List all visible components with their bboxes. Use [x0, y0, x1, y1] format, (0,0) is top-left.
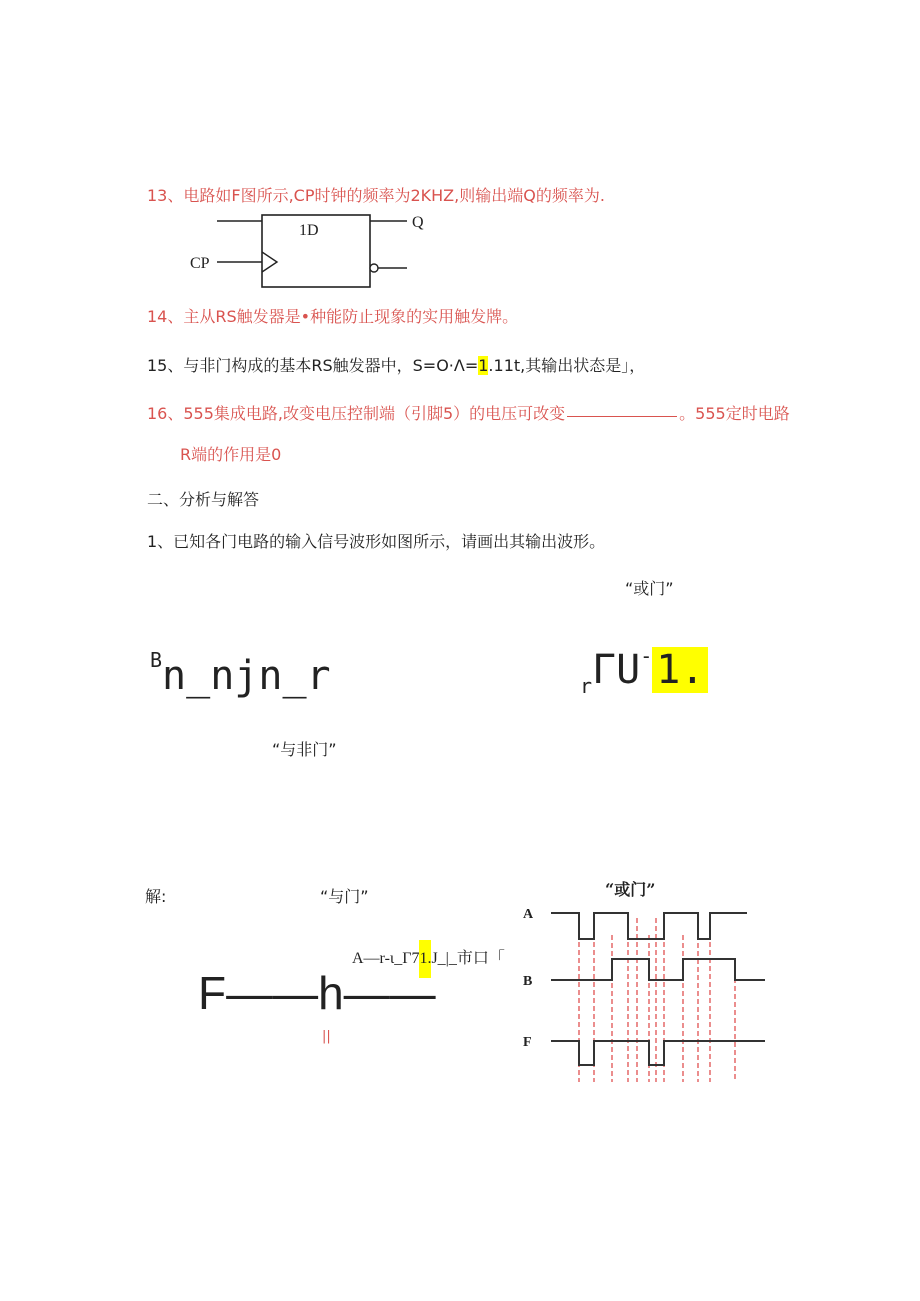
- flipflop-q-label: Q: [412, 214, 424, 231]
- garbled-mid-before: A—r-ι_Γ7: [352, 950, 420, 967]
- question-16-before: 16、555集成电路,改变电压控制端（引脚5）的电压可改变: [147, 404, 566, 423]
- garbled-left-text: n_njn_r: [162, 653, 331, 699]
- problem-1: 1、已知各门电路的输入信号波形如图所示，请画出其输出波形。: [147, 532, 606, 551]
- question-15-after: .11t,其输出状态是」，: [488, 356, 646, 375]
- garbled-waveform-right: [580, 632, 708, 710]
- waveform-label-b: B: [523, 974, 533, 989]
- garbled-mid-highlight: 1.: [419, 940, 431, 978]
- section-title: 二、分析与解答: [147, 490, 260, 509]
- question-13: 13、电路如F图所示,CP时钟的频率为2KHZ,则输出端Q的频率为.: [147, 186, 605, 205]
- or-gate-waveform: [515, 870, 775, 1090]
- flipflop-cp-label: CP: [190, 255, 210, 272]
- question-16: [147, 401, 790, 424]
- question-16-line2: R端的作用是0: [180, 445, 282, 464]
- garbled-right-sub: r: [580, 674, 593, 698]
- nand-gate-label: “与非门”: [272, 740, 337, 759]
- or-gate-label: “或门”: [625, 579, 674, 598]
- garbled-right-sup: -: [640, 644, 653, 668]
- waveform-label-f: F: [523, 1035, 532, 1050]
- question-15-highlight: 1: [478, 356, 489, 375]
- question-14: 14、主从RS触发器是•种能防止现象的实用触发牌。: [147, 307, 519, 326]
- garbled-mid-after: J_|_市口「: [431, 950, 505, 967]
- flipflop-d-label: 1D: [299, 222, 319, 239]
- garbled-left-sup: B: [150, 648, 163, 672]
- garbled-f: F——h——: [198, 967, 436, 1019]
- garbled-right-highlight: 1.: [652, 647, 708, 693]
- waveform-title: “或门”: [605, 880, 656, 899]
- and-gate-label: “与门”: [320, 887, 369, 906]
- answer-blank: [567, 415, 677, 417]
- question-16-after: 。555定时电路: [679, 404, 790, 423]
- d-flip-flop-diagram: [185, 205, 435, 295]
- waveform-label-a: A: [523, 907, 534, 922]
- question-15-before: 15、与非门构成的基本RS触发器中，S=O·Λ=: [147, 356, 479, 375]
- garbled-right-text: ΓU: [592, 647, 641, 693]
- garbled-waveform-left: [150, 636, 331, 700]
- question-15: [147, 353, 645, 376]
- garbled-small: ||: [322, 1029, 331, 1044]
- answer-label: 解:: [145, 887, 167, 906]
